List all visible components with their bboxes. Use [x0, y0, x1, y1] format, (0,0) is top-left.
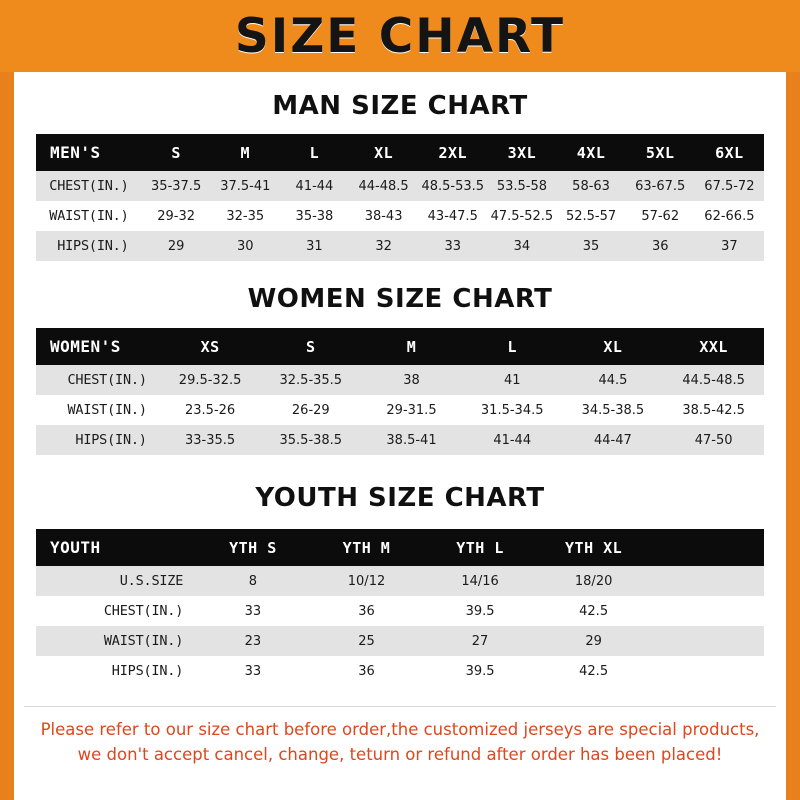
youth-r1-c3: 42.5 [537, 596, 651, 626]
table-row [36, 201, 764, 231]
man-r2-c6: 35 [556, 231, 625, 261]
women-row-2-label: HIPS(IN.) [36, 425, 160, 455]
women-table-body [36, 365, 764, 455]
table-row [36, 365, 764, 395]
youth-col-3: YTH XL [537, 529, 651, 566]
page-header [0, 0, 800, 72]
youth-r0-c0: 8 [196, 566, 310, 596]
note-line-2: we don't accept cancel, change, teturn or refund after order has been placed! [77, 744, 723, 764]
table-row [36, 171, 764, 201]
women-r0-c5: 44.5-48.5 [663, 365, 764, 395]
youth-r2-c0: 23 [196, 626, 310, 656]
youth-r1-c1: 36 [310, 596, 424, 626]
youth-r2-blank [650, 626, 764, 656]
women-r0-c2: 38 [361, 365, 462, 395]
women-r1-c5: 38.5-42.5 [663, 395, 764, 425]
youth-r3-c2: 39.5 [423, 656, 537, 686]
table-row [36, 656, 764, 686]
man-r2-c5: 34 [487, 231, 556, 261]
women-r0-c4: 44.5 [563, 365, 664, 395]
youth-size-table [36, 529, 764, 686]
man-r2-c3: 32 [349, 231, 418, 261]
youth-col-2: YTH L [423, 529, 537, 566]
youth-r0-c2: 14/16 [423, 566, 537, 596]
man-r0-c8: 67.5-72 [695, 171, 764, 201]
man-r2-c7: 36 [626, 231, 695, 261]
man-row-2-label: HIPS(IN.) [36, 231, 142, 261]
women-r1-c2: 29-31.5 [361, 395, 462, 425]
table-row [36, 596, 764, 626]
man-section-title: MAN SIZE CHART [272, 91, 528, 121]
women-r0-c3: 41 [462, 365, 563, 395]
note-line-1: Please refer to our size chart before order,the customized jerseys are special products, [40, 720, 760, 739]
women-col-4: XL [563, 328, 664, 365]
man-row-1-label: WAIST(IN.) [36, 201, 142, 231]
man-r2-c1: 30 [211, 231, 280, 261]
page-title: SIZE CHART [234, 8, 566, 64]
youth-col-blank [650, 529, 764, 566]
youth-row-3-label: HIPS(IN.) [36, 656, 196, 686]
women-r2-c3: 41-44 [462, 425, 563, 455]
man-r1-c2: 35-38 [280, 201, 349, 231]
table-row [36, 231, 764, 261]
women-r2-c1: 35.5-38.5 [260, 425, 361, 455]
women-r1-c1: 26-29 [260, 395, 361, 425]
table-header-row [36, 328, 764, 365]
man-col-8: 6XL [695, 134, 764, 171]
man-size-table [36, 134, 764, 261]
women-col-3: L [462, 328, 563, 365]
man-r2-c2: 31 [280, 231, 349, 261]
table-header-row [36, 134, 764, 171]
women-col-1: S [260, 328, 361, 365]
youth-r2-c2: 27 [423, 626, 537, 656]
man-r1-c8: 62-66.5 [695, 201, 764, 231]
man-r0-c1: 37.5-41 [211, 171, 280, 201]
man-r2-c8: 37 [695, 231, 764, 261]
women-r0-c1: 32.5-35.5 [260, 365, 361, 395]
youth-r0-blank [650, 566, 764, 596]
women-r2-c4: 44-47 [563, 425, 664, 455]
man-r0-c2: 41-44 [280, 171, 349, 201]
man-col-7: 5XL [626, 134, 695, 171]
man-col-6: 4XL [556, 134, 625, 171]
women-row-0-label: CHEST(IN.) [36, 365, 160, 395]
man-r0-c5: 53.5-58 [487, 171, 556, 201]
youth-table-header [36, 529, 764, 566]
women-r0-c0: 29.5-32.5 [160, 365, 261, 395]
man-table-header [36, 134, 764, 171]
man-r0-c3: 44-48.5 [349, 171, 418, 201]
women-r1-c3: 31.5-34.5 [462, 395, 563, 425]
women-section-title: WOMEN SIZE CHART [247, 284, 553, 314]
man-col-1: M [211, 134, 280, 171]
women-col-2: M [361, 328, 462, 365]
women-table-header [36, 328, 764, 365]
youth-r2-c1: 25 [310, 626, 424, 656]
youth-section-title: YOUTH SIZE CHART [255, 483, 545, 513]
youth-r1-blank [650, 596, 764, 626]
man-r0-c0: 35-37.5 [142, 171, 211, 201]
man-r2-c0: 29 [142, 231, 211, 261]
youth-r0-c3: 18/20 [537, 566, 651, 596]
man-col-0: S [142, 134, 211, 171]
man-col-2: L [280, 134, 349, 171]
man-table-body [36, 171, 764, 261]
youth-col-0: YTH S [196, 529, 310, 566]
youth-r3-c3: 42.5 [537, 656, 651, 686]
youth-r2-c3: 29 [537, 626, 651, 656]
man-r0-c6: 58-63 [556, 171, 625, 201]
women-head-label: WOMEN'S [36, 328, 160, 365]
women-r2-c5: 47-50 [663, 425, 764, 455]
youth-row-0-label: U.S.SIZE [36, 566, 196, 596]
man-r1-c5: 47.5-52.5 [487, 201, 556, 231]
youth-r3-c1: 36 [310, 656, 424, 686]
youth-size-section [14, 483, 786, 686]
women-size-table [36, 328, 764, 455]
youth-r3-blank [650, 656, 764, 686]
man-col-5: 3XL [487, 134, 556, 171]
man-r2-c4: 33 [418, 231, 487, 261]
table-row [36, 566, 764, 596]
table-row [36, 626, 764, 656]
women-r1-c4: 34.5-38.5 [563, 395, 664, 425]
youth-col-1: YTH M [310, 529, 424, 566]
man-r1-c1: 32-35 [211, 201, 280, 231]
women-r1-c0: 23.5-26 [160, 395, 261, 425]
youth-head-label: YOUTH [36, 529, 196, 566]
man-col-4: 2XL [418, 134, 487, 171]
youth-r3-c0: 33 [196, 656, 310, 686]
youth-r0-c1: 10/12 [310, 566, 424, 596]
women-size-section [14, 284, 786, 455]
man-size-section [14, 91, 786, 261]
man-r0-c4: 48.5-53.5 [418, 171, 487, 201]
man-r1-c7: 57-62 [626, 201, 695, 231]
order-policy-note [24, 706, 776, 768]
women-col-5: XXL [663, 328, 764, 365]
man-head-label: MEN'S [36, 134, 142, 171]
youth-r1-c0: 33 [196, 596, 310, 626]
women-col-0: XS [160, 328, 261, 365]
man-row-0-label: CHEST(IN.) [36, 171, 142, 201]
man-r1-c3: 38-43 [349, 201, 418, 231]
youth-r1-c2: 39.5 [423, 596, 537, 626]
table-header-row [36, 529, 764, 566]
women-r2-c2: 38.5-41 [361, 425, 462, 455]
man-col-3: XL [349, 134, 418, 171]
youth-row-1-label: CHEST(IN.) [36, 596, 196, 626]
table-row [36, 425, 764, 455]
women-row-1-label: WAIST(IN.) [36, 395, 160, 425]
man-r1-c0: 29-32 [142, 201, 211, 231]
table-row [36, 395, 764, 425]
man-r1-c4: 43-47.5 [418, 201, 487, 231]
youth-table-body [36, 566, 764, 686]
man-r0-c7: 63-67.5 [626, 171, 695, 201]
youth-row-2-label: WAIST(IN.) [36, 626, 196, 656]
man-r1-c6: 52.5-57 [556, 201, 625, 231]
women-r2-c0: 33-35.5 [160, 425, 261, 455]
